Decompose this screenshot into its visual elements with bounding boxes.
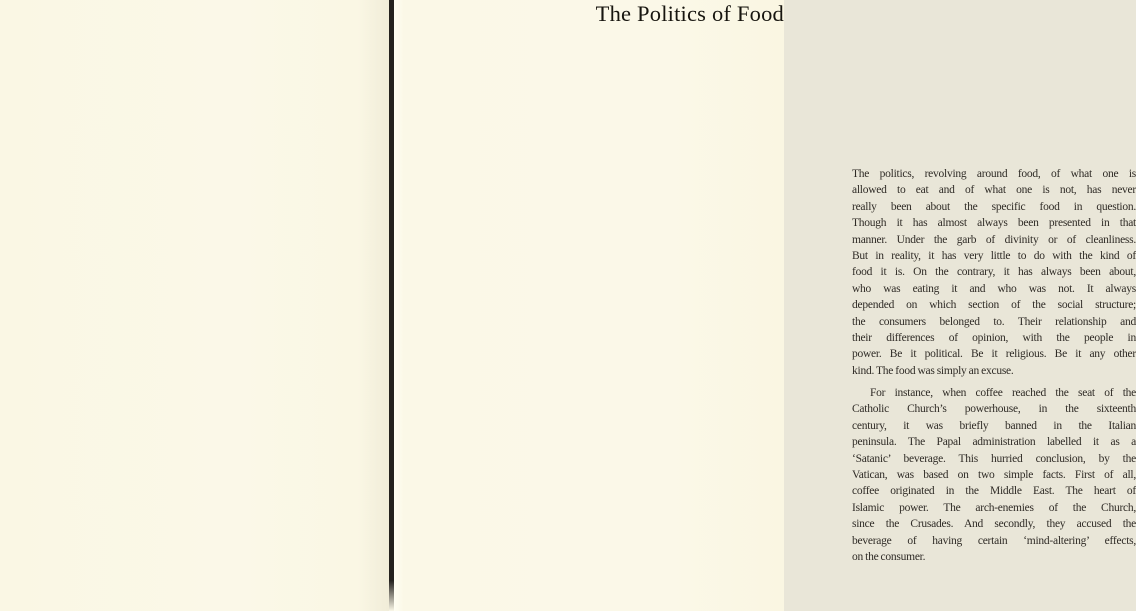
text-line: Islamic power. The arch-enemies of the Church, [852,501,1136,514]
text-line: peninsula. The Papal administration labelled it as a [852,436,1136,449]
text-line: power. Be it political. Be it religious. Be it any other [852,348,1136,361]
text-line: manner. Under the garb of divinity or of cleanliness. [852,233,1136,246]
paragraph [852,385,1136,565]
text-line: Catholic Church’s powerhouse, in the sixteenth [852,403,1136,416]
text-line: since the Crusades. And secondly, they accused the [852,518,1136,531]
text-line: allowed to eat and of what one is not, has never [852,184,1136,197]
text-line: The politics, revolving around food, of what one is [852,168,1136,180]
text-line: really been about the specific food in question. [852,200,1136,213]
text-line: on the consumer. [852,550,926,563]
text-line: Vatican, was based on two simple facts. First of all, [852,469,1136,482]
chapter-title: The Politics of Food [595,1,784,26]
text-line: coffee originated in the Middle East. The heart of [852,485,1136,498]
text-line: who was eating it and who was not. It always [852,282,1136,295]
body-text [852,166,1136,565]
right-page [394,0,1136,611]
text-line: food it is. On the contrary, it has always been about, [852,266,1136,279]
text-line: century, it was briefly banned in the Italian [852,419,1136,432]
text-line: depended on which section of the social structure; [852,299,1136,312]
text-line: But in reality, it has very little to do with the kind of [852,249,1136,262]
text-line: Though it has almost always been presented in that [852,217,1136,230]
text-line: ‘Satanic’ beverage. This hurried conclusion, by the [852,452,1136,465]
text-line: beverage of having certain ‘mind-altering’ effects, [852,534,1136,547]
left-blank-page [0,0,389,611]
text-line: For instance, when coffee reached the seat of the [870,387,1136,400]
text-line: kind. The food was simply an excuse. [852,364,1014,377]
paragraph [852,166,1136,379]
text-line: their differences of opinion, with the people in [852,331,1136,344]
book-spine-gutter [389,0,394,611]
text-line: the consumers belonged to. Their relationship and [852,315,1136,328]
